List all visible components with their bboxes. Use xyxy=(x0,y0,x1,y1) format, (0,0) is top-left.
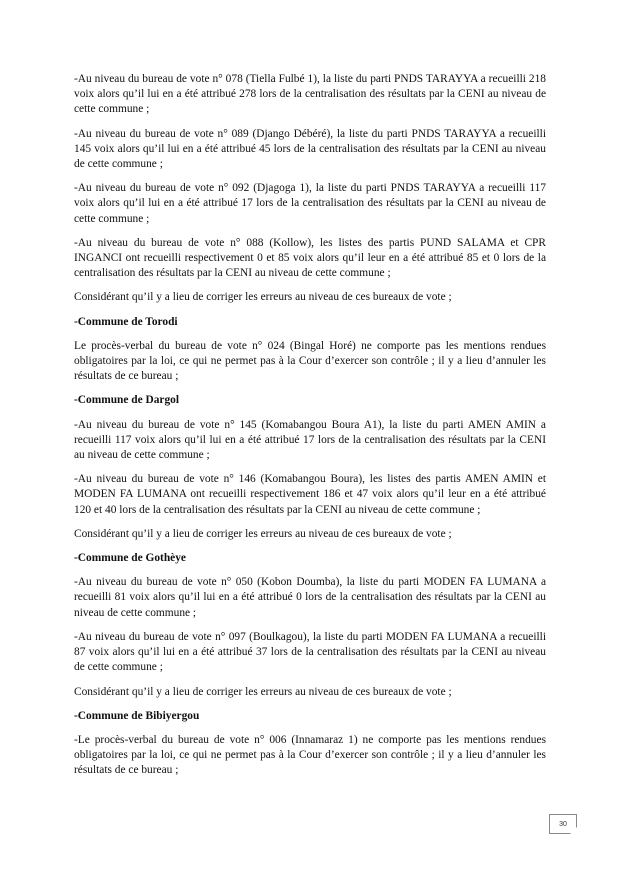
section-heading: -Commune de Torodi xyxy=(74,315,178,328)
section-heading: -Commune de Dargol xyxy=(74,394,180,407)
paragraph: -Au niveau du bureau de vote n° 092 (Djagoga 1), la liste du parti PNDS TARAYYA a recueilli 117 voix alors qu’il lui en a été attribué 17 lors de la centralisation des résultats par la CENI au niveau de cette commune ; xyxy=(74,182,546,225)
paragraph: -Au niveau du bureau de vote n° 088 (Kollow), les listes des partis PUND SALAMA et CPR INGANCI ont recueilli respectivement 0 et 85 voix alors qu’il leur en a été attribué 85 et 0 lors de la centralisation des résultats par la CENI au niveau de cette commune ; xyxy=(74,236,546,280)
paragraph: -Au niveau du bureau de vote n° 097 (Boulkagou), la liste du parti MODEN FA LUMANA a recueilli 87 voix alors qu’il lui en a été attribué 37 lors de la centralisation des résultats par la CENI au niveau de cette commune ; xyxy=(74,630,546,674)
paragraph: -Au niveau du bureau de vote n° 145 (Komabangou Boura A1), la liste du parti AMEN AMIN a recueilli 117 voix alors qu’il lui en a été attribué 17 lors de la centralisation des résultats par la CENI au niveau de cette commune ; xyxy=(74,418,546,462)
paragraph: Considérant qu’il y a lieu de corriger les erreurs au niveau de ces bureaux de vote ; xyxy=(74,685,452,698)
paragraph: Considérant qu’il y a lieu de corriger les erreurs au niveau de ces bureaux de vote ; xyxy=(74,291,452,304)
paragraph: -Au niveau du bureau de vote n° 146 (Komabangou Boura), les listes des partis AMEN AMIN et MODEN FA LUMANA ont recueilli respectivement 186 et 47 voix alors qu’il leur en a été attribué 120 et 40 lors de la centralisation des résultats par la CENI au niveau de cette commune ; xyxy=(74,473,546,516)
paragraph: Considérant qu’il y a lieu de corriger les erreurs au niveau de ces bureaux de vote ; xyxy=(74,527,452,540)
paragraph: Le procès-verbal du bureau de vote n° 024 (Bingal Horé) ne comporte pas les mentions rendues obligatoires par la loi, ce qui ne permet pas à la Cour d’exercer son contrôle ; il y a lieu d’annuler les résultats de ce bureau ; xyxy=(74,339,546,383)
page-number: 30 xyxy=(549,814,577,834)
paragraph: -Au niveau du bureau de vote n° 078 (Tiella Fulbé 1), la liste du parti PNDS TARAYYA a recueilli 218 voix alors qu’il lui en a été attribué 278 lors de la centralisation des résultats par la CENI au niveau de cette commune ; xyxy=(74,73,546,116)
paragraph: -Le procès-verbal du bureau de vote n° 006 (Innamaraz 1) ne comporte pas les mentions rendues obligatoires par la loi, ce qui ne permet pas à la Cour d’exercer son contrôle ; il y a lieu d’annuler les résultats de ce bureau ; xyxy=(74,733,546,777)
paragraph: -Au niveau du bureau de vote n° 050 (Kobon Doumba), la liste du parti MODEN FA LUMANA a recueilli 81 voix alors qu’il lui en a été attribué 0 lors de la centralisation des résultats par la CENI au niveau de cette commune ; xyxy=(74,576,546,619)
page-body xyxy=(74,72,546,788)
section-heading: -Commune de Bibiyergou xyxy=(74,709,200,722)
section-heading: -Commune de Gothèye xyxy=(74,552,186,565)
paragraph: -Au niveau du bureau de vote n° 089 (Django Débéré), la liste du parti PNDS TARAYYA a recueilli 145 voix alors qu’il lui en a été attribué 45 lors de la centralisation des résultats par la CENI au niveau de cette commune ; xyxy=(74,127,546,171)
